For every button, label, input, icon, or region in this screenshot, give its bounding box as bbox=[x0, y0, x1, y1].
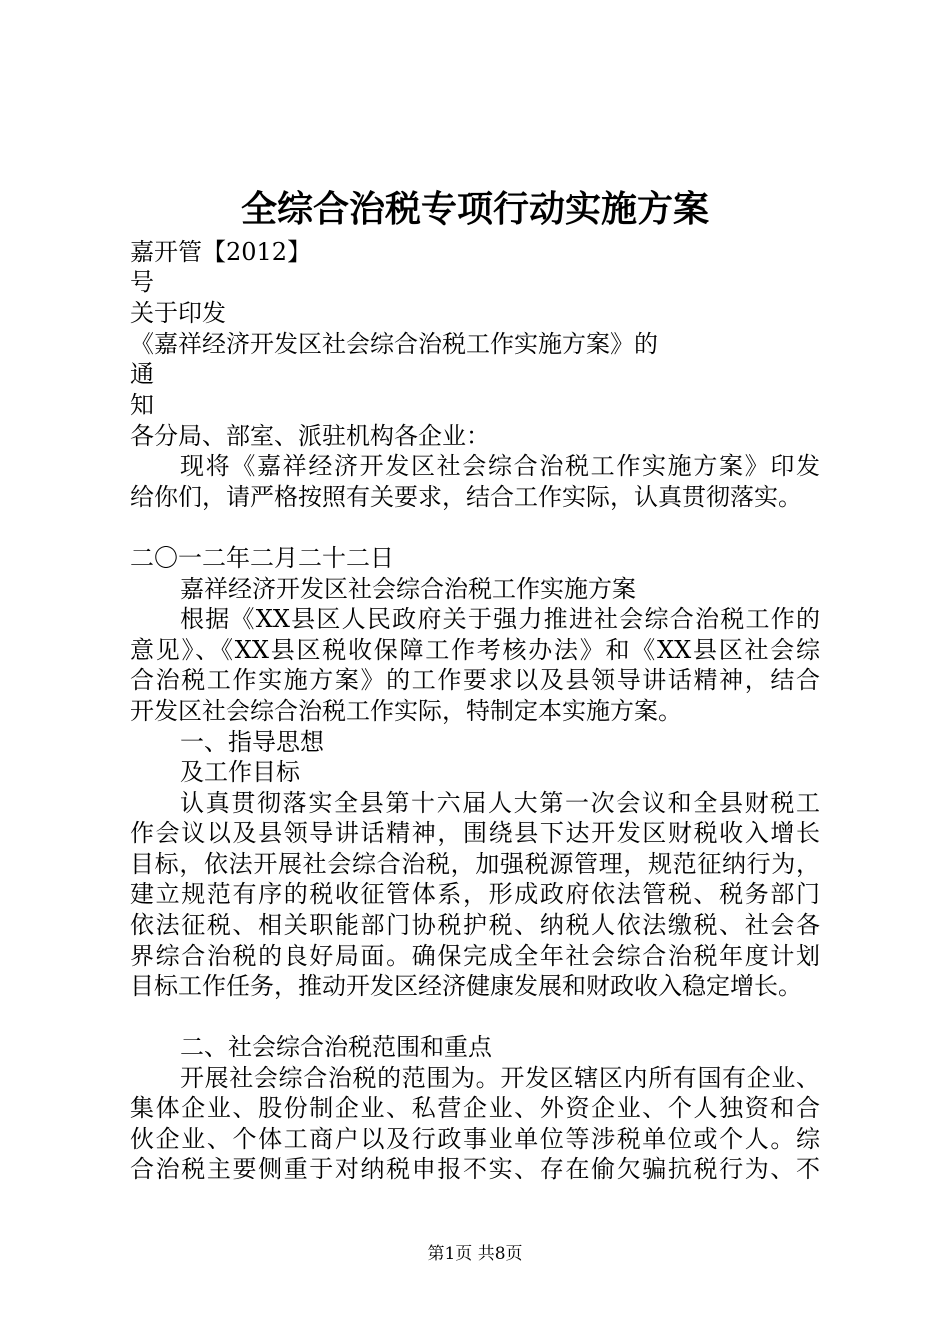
paragraph-line: 给你们，请严格按照有关要求，结合工作实际，认真贯彻落实。 bbox=[130, 483, 802, 511]
doc-number-suffix: 号 bbox=[130, 268, 154, 296]
paragraph-line: 现将《嘉祥经济开发区社会综合治税工作实施方案》印发 bbox=[180, 452, 820, 480]
notice-heading-line-1: 关于印发 bbox=[130, 299, 226, 327]
document-title: 全综合治税专项行动实施方案 bbox=[240, 188, 709, 230]
paragraph-line: 集体企业、股份制企业、私营企业、外资企业、个人独资和合 bbox=[130, 1094, 820, 1122]
page-footer: 第1页 共8页 bbox=[427, 1244, 523, 1264]
section-heading: 一、指导思想 bbox=[180, 728, 324, 756]
paragraph-line: 界综合治税的良好局面。确保完成全年社会综合治税年度计划 bbox=[130, 942, 820, 970]
paragraph-line: 目标，依法开展社会综合治税，加强税源管理，规范征纳行为， bbox=[130, 850, 820, 878]
notice-heading-line-3: 通 bbox=[130, 360, 154, 388]
section-heading-cont: 及工作目标 bbox=[180, 758, 300, 786]
paragraph-line: 作会议以及县领导讲话精神，围绕县下达开发区财税收入增长 bbox=[130, 819, 820, 847]
paragraph-line: 认真贯彻落实全县第十六届人大第一次会议和全县财税工 bbox=[180, 789, 820, 817]
addressee-line: 各分局、部室、派驻机构各企业： bbox=[130, 422, 490, 450]
paragraph-line: 合治税主要侧重于对纳税申报不实、存在偷欠骗抗税行为、不 bbox=[130, 1155, 820, 1183]
paragraph-line: 根据《XX县区人民政府关于强力推进社会综合治税工作的 bbox=[180, 605, 820, 633]
notice-heading-line-2: 《嘉祥经济开发区社会综合治税工作实施方案》的 bbox=[130, 330, 658, 358]
paragraph-line: 开发区社会综合治税工作实际，特制定本实施方案。 bbox=[130, 697, 682, 725]
paragraph-line: 合治税工作实施方案》的工作要求以及县领导讲话精神，结合 bbox=[130, 666, 820, 694]
paragraph-line: 开展社会综合治税的范围为。开发区辖区内所有国有企业、 bbox=[180, 1064, 820, 1092]
section-heading: 二、社会综合治税范围和重点 bbox=[180, 1033, 492, 1061]
paragraph-line: 意见》、《XX县区税收保障工作考核办法》和《XX县区社会综 bbox=[130, 636, 820, 664]
plan-title-line: 嘉祥经济开发区社会综合治税工作实施方案 bbox=[180, 575, 636, 603]
paragraph-line: 伙企业、个体工商户以及行政事业单位等涉税单位或个人。综 bbox=[130, 1125, 820, 1153]
paragraph-line: 依法征税、相关职能部门协税护税、纳税人依法缴税、社会各 bbox=[130, 911, 820, 939]
notice-heading-line-4: 知 bbox=[130, 391, 154, 419]
doc-number-line: 嘉开管【2012】 bbox=[130, 238, 312, 266]
paragraph-line: 建立规范有序的税收征管体系，形成政府依法管税、税务部门 bbox=[130, 880, 820, 908]
date-line: 二〇一二年二月二十二日 bbox=[130, 544, 394, 572]
paragraph-line: 目标工作任务，推动开发区经济健康发展和财政收入稳定增长。 bbox=[130, 972, 802, 1000]
